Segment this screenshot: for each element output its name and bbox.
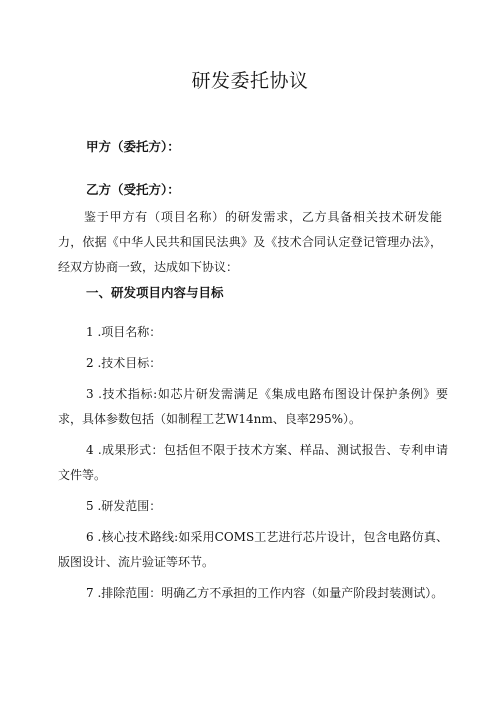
clause-item: 6 .核心技术路线:如采用COMS工艺进行芯片设计，包含电路仿真、版图设计、流片验证等环节。 [58, 530, 448, 569]
clause-list [58, 320, 448, 612]
clause-item: 3 .技术指标:如芯片研发需满足《集成电路布图设计保护条例》要求，具体参数包括（如制程工艺W14nm、良率295%）。 [58, 387, 448, 426]
clause-item: 4 .成果形式：包括但不限于技术方案、样品、测试报告、专利申请文件等。 [58, 443, 448, 482]
party-a-label: 甲方（委托方）： [86, 139, 180, 154]
clause-item: 1 .项目名称： [86, 325, 162, 339]
clause-item: 7 .排除范围：明确乙方不承担的工作内容（如量产阶段封装测试）。 [86, 586, 444, 600]
party-b-label: 乙方（受托方）： [86, 182, 180, 197]
intro-paragraph: 鉴于甲方有（项目名称）的研发需求，乙方具备相关技术研发能力，依据《中华人民共和国民法典》及《技术合同认定登记管理办法》，经双方协商一致，达成如下协议： [58, 210, 442, 274]
document-title: 研发委托协议 [191, 70, 309, 92]
section-heading: 一、研发项目内容与目标 [86, 285, 224, 300]
clause-item: 5 .研发范围： [86, 499, 162, 513]
clause-item: 2 .技术目标： [86, 356, 162, 370]
